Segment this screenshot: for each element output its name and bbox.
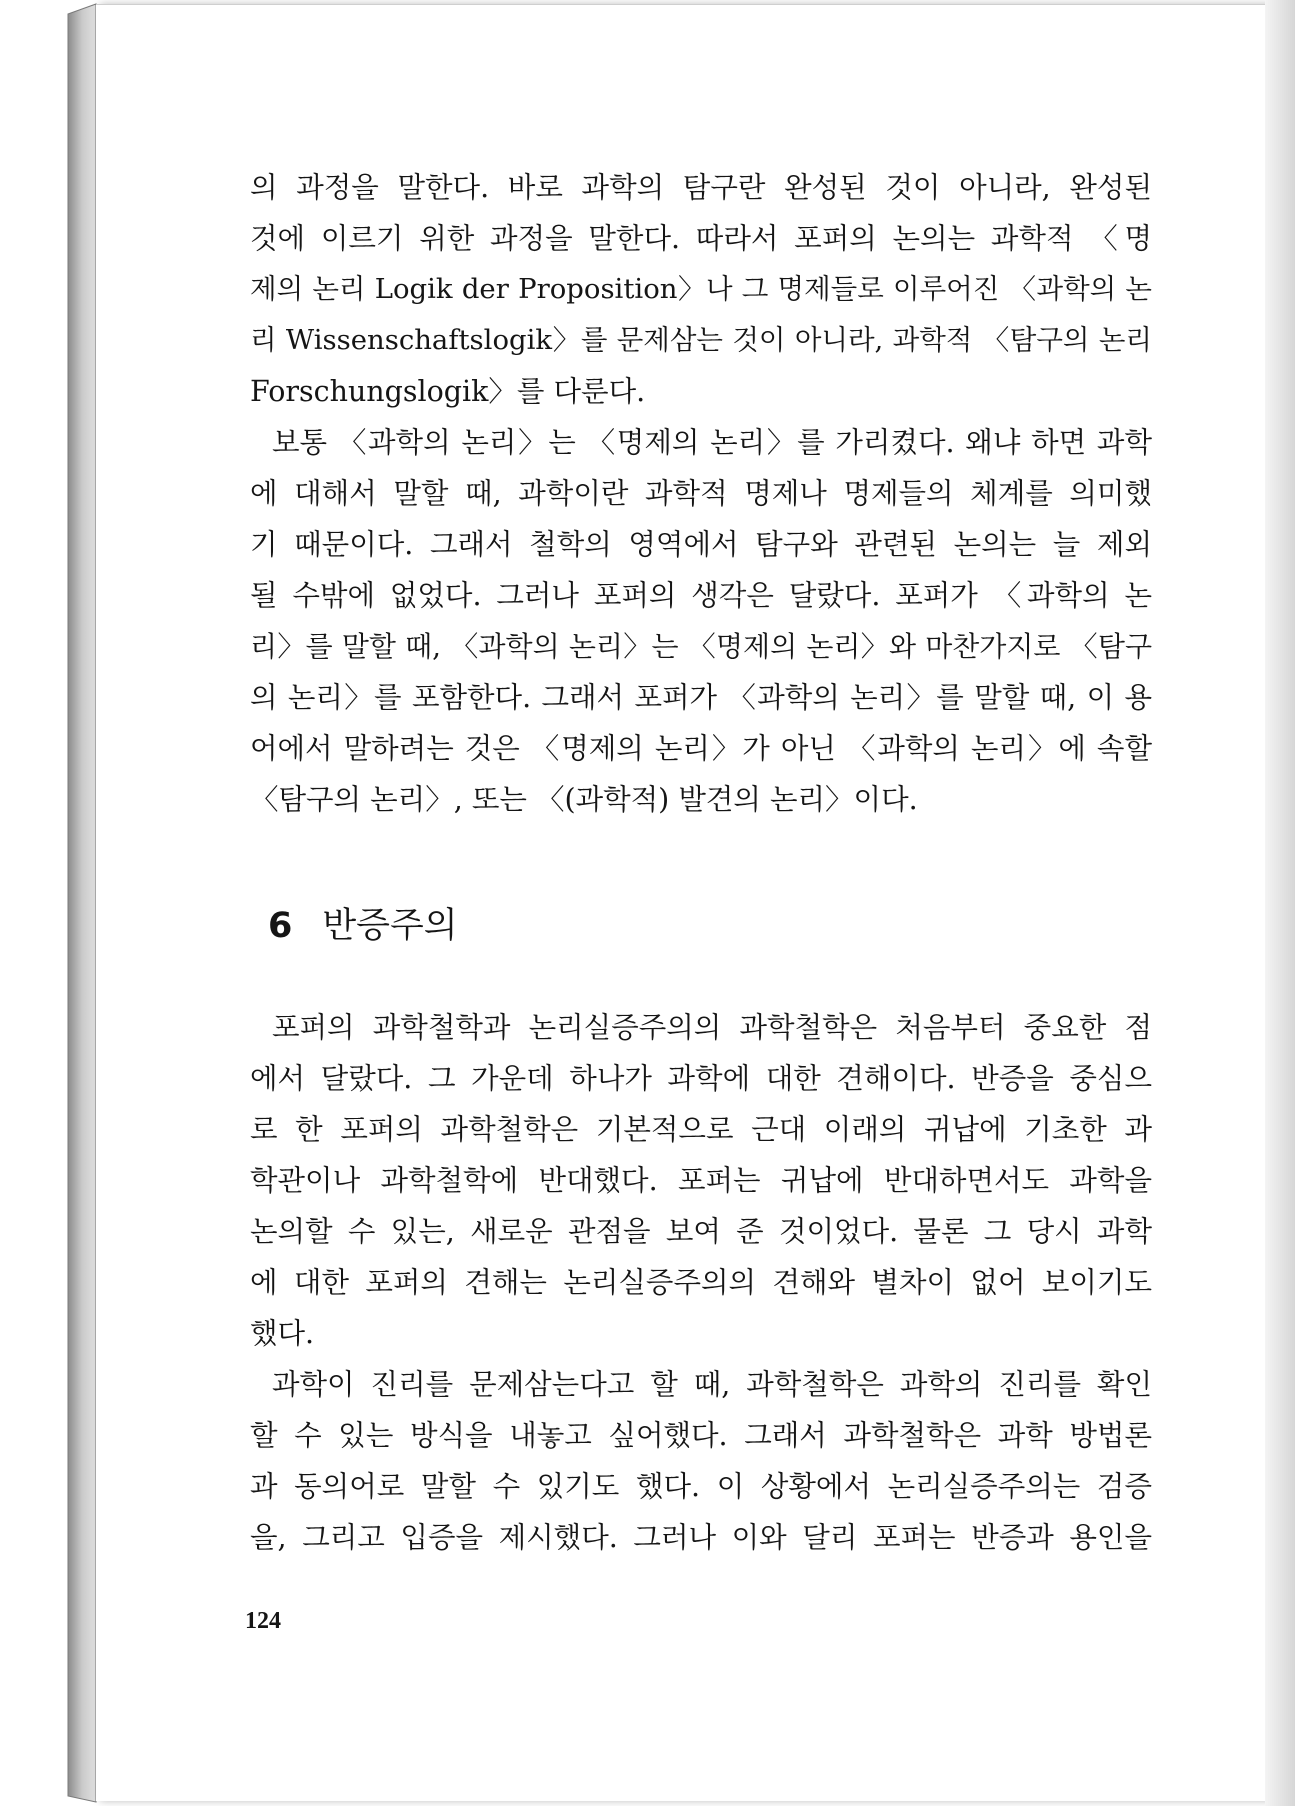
text-line: 될 수밖에 없었다. 그러나 포퍼의 생각은 달랐다. 포퍼가 〈과학의 논	[250, 579, 1152, 612]
section-title: 반증주의	[322, 906, 458, 946]
text-line: 기 때문이다. 그래서 철학의 영역에서 탐구와 관련된 논의는 늘 제외	[250, 528, 1152, 561]
text-line: 논의할 수 있는, 새로운 관점을 보여 준 것이었다. 물론 그 당시 과학	[250, 1215, 1152, 1248]
text-line: 리〉를 말할 때, 〈과학의 논리〉는 〈명제의 논리〉와 마찬가지로 〈탐구	[250, 630, 1152, 663]
text-block-top	[250, 162, 1152, 825]
text-line: 에서 달랐다. 그 가운데 하나가 과학에 대한 견해이다. 반증을 중심으	[250, 1062, 1152, 1095]
text-line: 과학이 진리를 문제삼는다고 할 때, 과학철학은 과학의 진리를 확인	[272, 1368, 1152, 1401]
text-line: 포퍼의 과학철학과 논리실증주의의 과학철학은 처음부터 중요한 점	[272, 1011, 1152, 1044]
text-line: 의 논리〉를 포함한다. 그래서 포퍼가 〈과학의 논리〉를 말할 때, 이 용	[250, 681, 1152, 714]
text-line: 의 과정을 말한다. 바로 과학의 탐구란 완성된 것이 아니라, 완성된	[250, 171, 1152, 204]
page-right-shadow	[1265, 0, 1295, 1806]
section-number: 6	[268, 906, 293, 946]
text-block-bottom	[250, 1002, 1152, 1563]
text-line: 제의 논리 Logik der Proposition〉나 그 명제들로 이루어진 〈과학의 논	[250, 273, 1152, 305]
text-line: 리 Wissenschaftslogik〉를 문제삼는 것이 아니라, 과학적 〈탐구의 논리	[250, 324, 1152, 356]
section-heading	[268, 898, 458, 948]
text-line: 에 대해서 말할 때, 과학이란 과학적 명제나 명제들의 체계를 의미했	[250, 477, 1152, 510]
text-line: 것에 이르기 위한 과정을 말한다. 따라서 포퍼의 논의는 과학적 〈명	[250, 222, 1152, 255]
text-line: 〈탐구의 논리〉, 또는 〈(과학적) 발견의 논리〉이다.	[250, 783, 918, 816]
text-line: 학관이나 과학철학에 반대했다. 포퍼는 귀납에 반대하면서도 과학을	[250, 1164, 1152, 1197]
text-line: Forschungslogik〉를 다룬다.	[250, 375, 646, 408]
text-line: 했다.	[250, 1317, 315, 1350]
text-line: 을, 그리고 입증을 제시했다. 그러나 이와 달리 포퍼는 반증과 용인을	[250, 1521, 1152, 1554]
page-number: 124	[245, 1608, 281, 1634]
text-line: 할 수 있는 방식을 내놓고 싶어했다. 그래서 과학철학은 과학 방법론	[250, 1419, 1152, 1452]
text-line: 어에서 말하려는 것은 〈명제의 논리〉가 아닌 〈과학의 논리〉에 속할	[250, 732, 1152, 765]
text-line: 보통 〈과학의 논리〉는 〈명제의 논리〉를 가리켰다. 왜냐 하면 과학	[272, 426, 1152, 459]
text-line: 과 동의어로 말할 수 있기도 했다. 이 상황에서 논리실증주의는 검증	[250, 1470, 1152, 1503]
text-line: 로 한 포퍼의 과학철학은 기본적으로 근대 이래의 귀납에 기초한 과	[250, 1113, 1152, 1146]
text-line: 에 대한 포퍼의 견해는 논리실증주의의 견해와 별차이 없어 보이기도	[250, 1266, 1152, 1299]
